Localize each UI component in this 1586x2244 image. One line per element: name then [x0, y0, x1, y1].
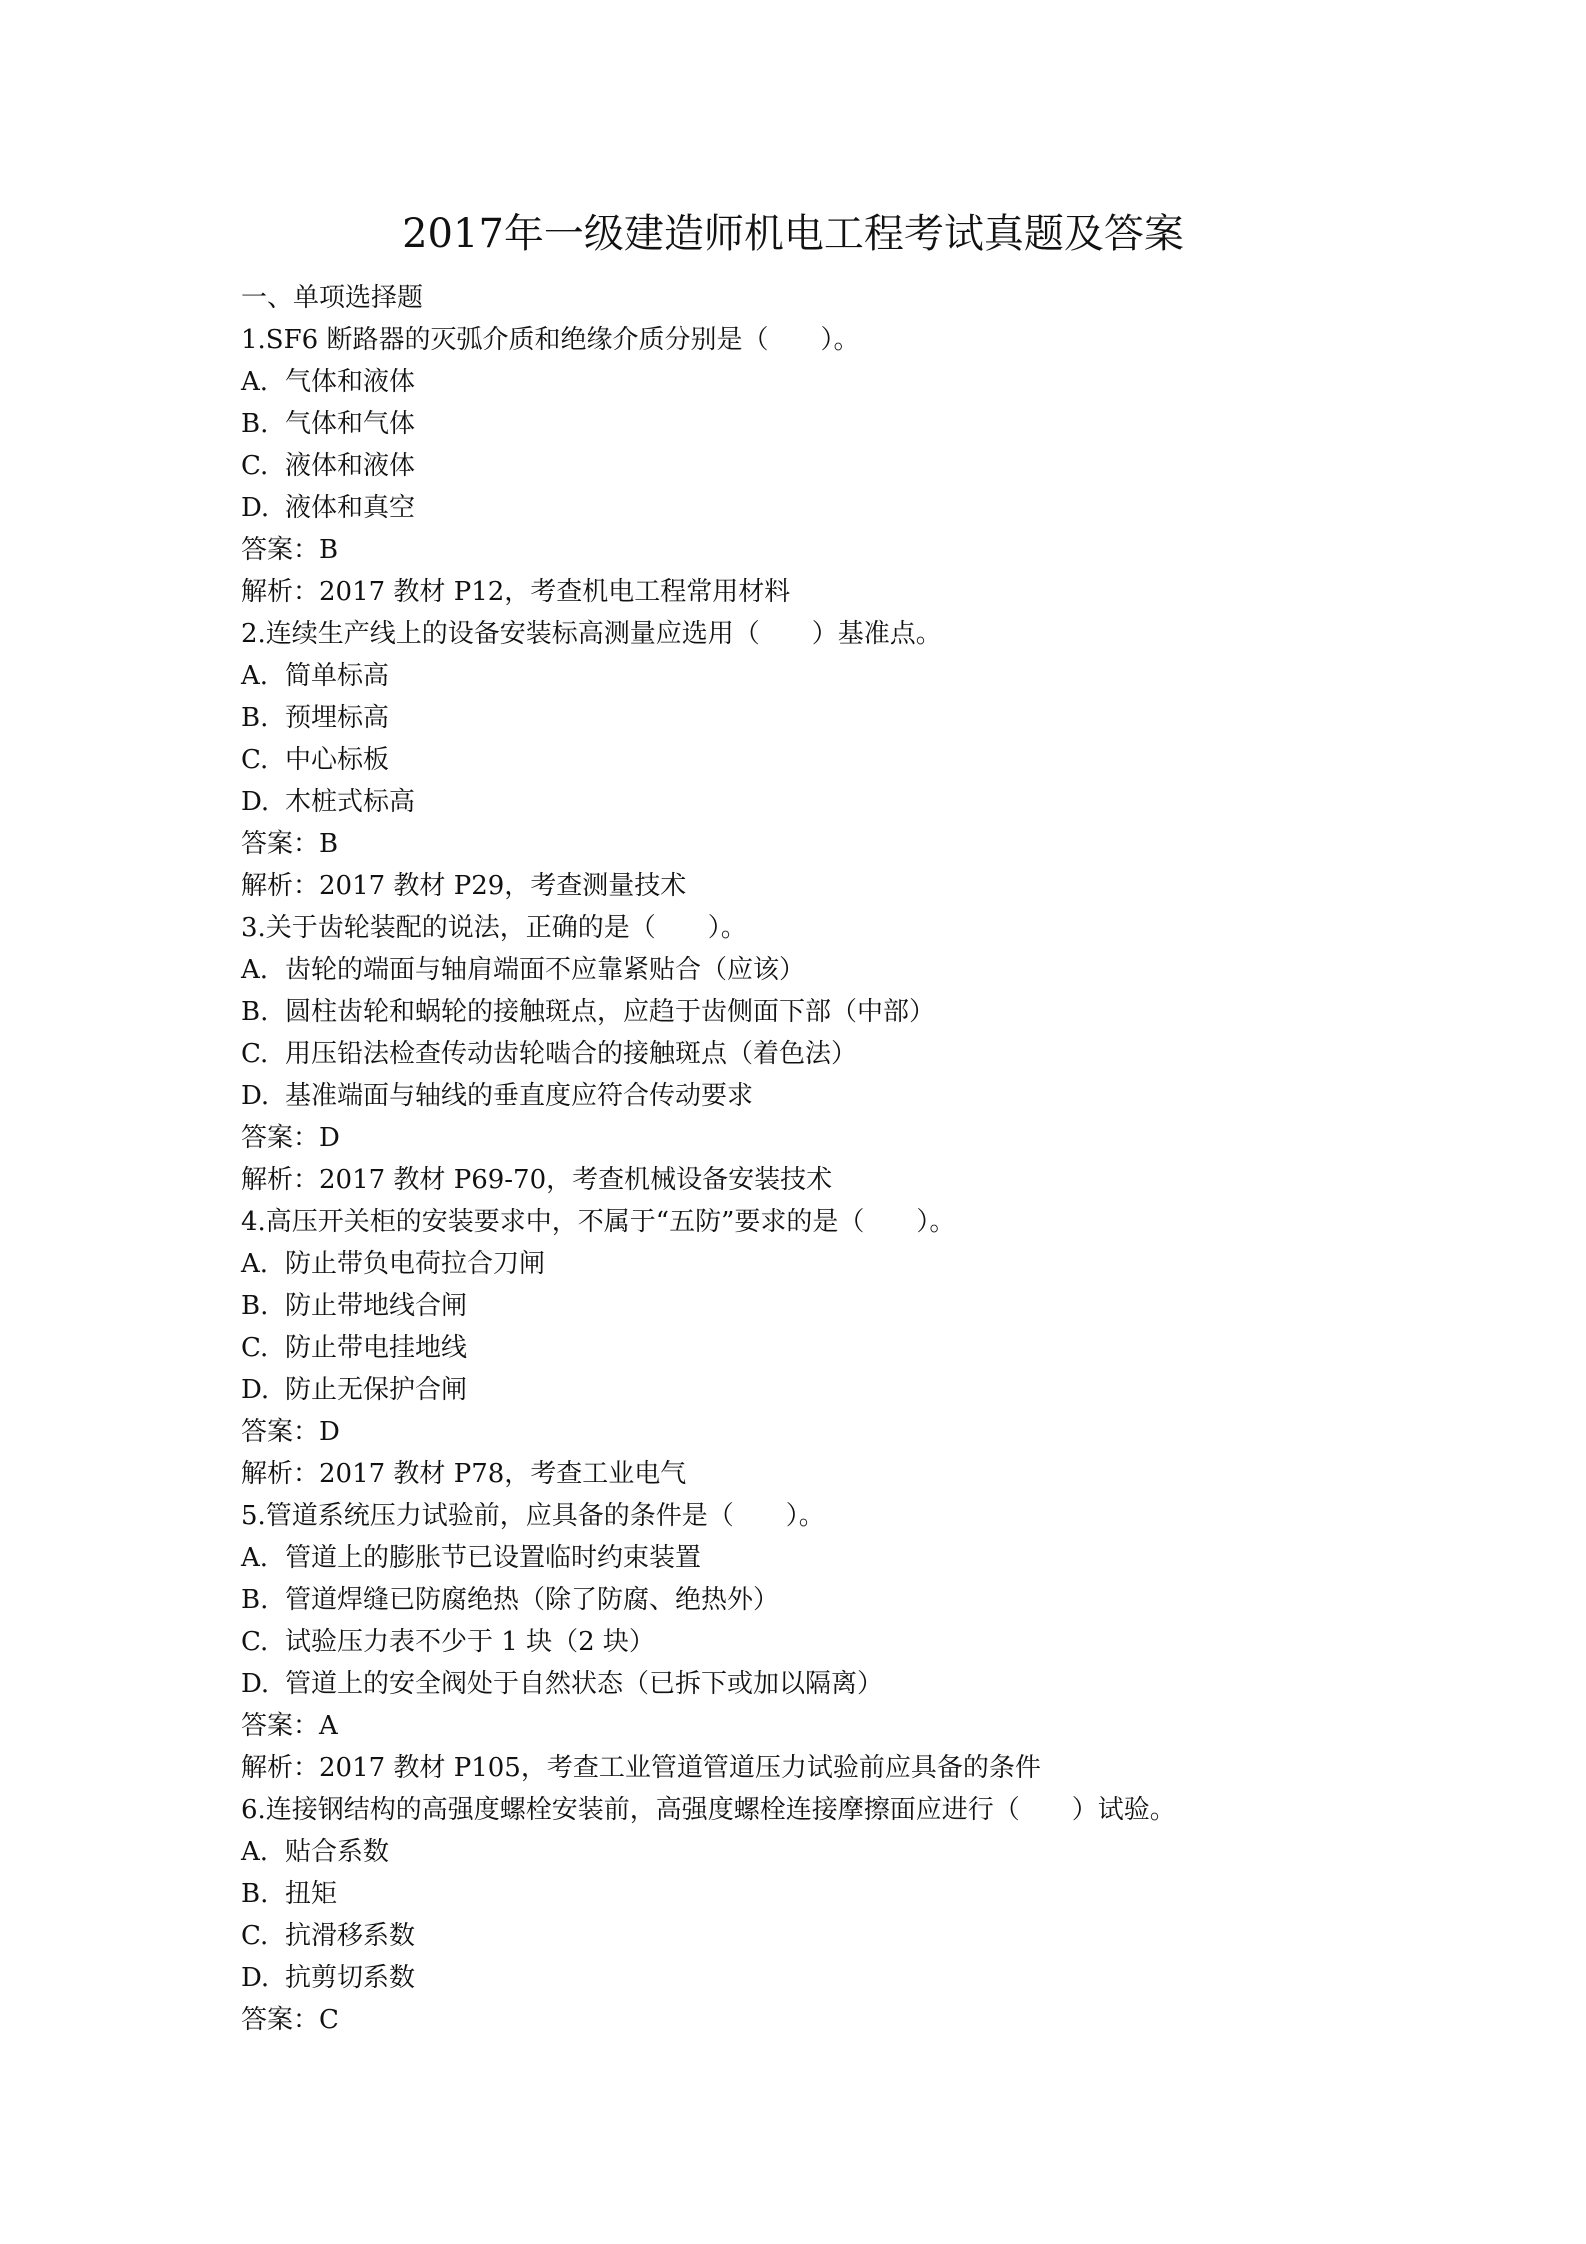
question-stem: 2.连续生产线上的设备安装标高测量应选用（ ）基准点。 [241, 619, 942, 649]
option-letter: D. [241, 1669, 270, 1699]
option-text: 基准端面与轴线的垂直度应符合传动要求 [285, 1081, 754, 1111]
analysis-line: 解析：2017 教材 P69-70，考查机械设备安装技术 [241, 1165, 833, 1195]
option-letter: A. [241, 661, 269, 691]
option-item [241, 781, 1391, 823]
option-letter: A. [241, 367, 269, 397]
answer-line: 答案：B [241, 829, 339, 859]
page-title: 2017年一级建造师机电工程考试真题及答案 [402, 211, 1184, 257]
option-text: 中心标板 [285, 745, 390, 775]
analysis-line: 解析：2017 教材 P105，考查工业管道管道压力试验前应具备的条件 [241, 1753, 1041, 1783]
option-text: 贴合系数 [285, 1837, 390, 1867]
answer-line: 答案：B [241, 535, 339, 565]
option-item [241, 949, 1391, 991]
analysis-line: 解析：2017 教材 P12，考查机电工程常用材料 [241, 577, 791, 607]
option-text: 抗剪切系数 [285, 1963, 416, 1993]
option-item [241, 487, 1391, 529]
option-text: 液体和液体 [285, 451, 416, 481]
option-item [241, 1873, 1391, 1915]
option-text: 扭矩 [285, 1879, 338, 1909]
option-text: 气体和气体 [285, 409, 416, 439]
answer-line: 答案：A [241, 1711, 338, 1741]
option-text: 用压铅法检查传动齿轮啮合的接触斑点（着色法） [285, 1039, 858, 1069]
option-text: 管道上的膨胀节已设置临时约束装置 [285, 1543, 702, 1573]
option-item [241, 1075, 1391, 1117]
option-letter: A. [241, 1837, 269, 1867]
option-letter: A. [241, 1249, 269, 1279]
option-item [241, 991, 1391, 1033]
option-letter: B. [241, 1879, 269, 1909]
option-item [241, 1579, 1391, 1621]
option-letter: C. [241, 1921, 269, 1951]
option-letter: B. [241, 997, 269, 1027]
option-text: 抗滑移系数 [285, 1921, 416, 1951]
option-text: 简单标高 [285, 661, 390, 691]
option-letter: D. [241, 1375, 270, 1405]
option-letter: C. [241, 451, 269, 481]
option-text: 管道上的安全阀处于自然状态（已拆下或加以隔离） [285, 1669, 884, 1699]
option-item [241, 1285, 1391, 1327]
analysis-line: 解析：2017 教材 P29，考查测量技术 [241, 871, 687, 901]
option-letter: C. [241, 745, 269, 775]
option-letter: C. [241, 1627, 269, 1657]
question-stem: 4.高压开关柜的安装要求中，不属于“五防”要求的是（ ）。 [241, 1207, 956, 1237]
question-stem: 1.SF6 断路器的灭弧介质和绝缘介质分别是（ ）。 [241, 325, 860, 355]
option-letter: B. [241, 1585, 269, 1615]
question-stem: 5.管道系统压力试验前，应具备的条件是（ ）。 [241, 1501, 825, 1531]
option-text: 管道焊缝已防腐绝热（除了防腐、绝热外） [285, 1585, 780, 1615]
answer-line: 答案：D [241, 1123, 340, 1153]
option-item [241, 1243, 1391, 1285]
option-text: 防止带负电荷拉合刀闸 [285, 1249, 546, 1279]
option-text: 防止无保护合闸 [285, 1375, 468, 1405]
option-item [241, 697, 1391, 739]
option-item [241, 445, 1391, 487]
option-letter: B. [241, 703, 269, 733]
option-item [241, 1957, 1391, 1999]
option-item [241, 403, 1391, 445]
option-letter: C. [241, 1333, 269, 1363]
option-item [241, 1327, 1391, 1369]
answer-line: 答案：C [241, 2005, 339, 2035]
option-text: 木桩式标高 [285, 787, 416, 817]
option-text: 圆柱齿轮和蜗轮的接触斑点，应趋于齿侧面下部（中部） [285, 997, 936, 1027]
question-list [241, 277, 1391, 2041]
option-letter: A. [241, 1543, 269, 1573]
section-heading: 一、单项选择题 [241, 283, 424, 313]
option-letter: A. [241, 955, 269, 985]
answer-line: 答案：D [241, 1417, 340, 1447]
option-item [241, 1369, 1391, 1411]
question-stem: 6.连接钢结构的高强度螺栓安装前，高强度螺栓连接摩擦面应进行（ ）试验。 [241, 1795, 1176, 1825]
option-letter: D. [241, 493, 270, 523]
option-text: 防止带电挂地线 [285, 1333, 468, 1363]
option-text: 气体和液体 [285, 367, 416, 397]
option-text: 试验压力表不少于 1 块（2 块） [285, 1627, 655, 1657]
option-item [241, 739, 1391, 781]
option-letter: D. [241, 1963, 270, 1993]
option-item [241, 655, 1391, 697]
option-text: 预埋标高 [285, 703, 390, 733]
option-item [241, 1663, 1391, 1705]
option-item [241, 1033, 1391, 1075]
option-letter: D. [241, 1081, 270, 1111]
analysis-line: 解析：2017 教材 P78，考查工业电气 [241, 1459, 687, 1489]
option-item [241, 1537, 1391, 1579]
option-text: 液体和真空 [285, 493, 416, 523]
option-item [241, 361, 1391, 403]
option-text: 齿轮的端面与轴肩端面不应靠紧贴合（应该） [285, 955, 806, 985]
option-item [241, 1831, 1391, 1873]
option-letter: B. [241, 1291, 269, 1321]
option-letter: B. [241, 409, 269, 439]
option-letter: D. [241, 787, 270, 817]
option-letter: C. [241, 1039, 269, 1069]
question-stem: 3.关于齿轮装配的说法，正确的是（ ）。 [241, 913, 747, 943]
option-text: 防止带地线合闸 [285, 1291, 468, 1321]
option-item [241, 1621, 1391, 1663]
option-item [241, 1915, 1391, 1957]
